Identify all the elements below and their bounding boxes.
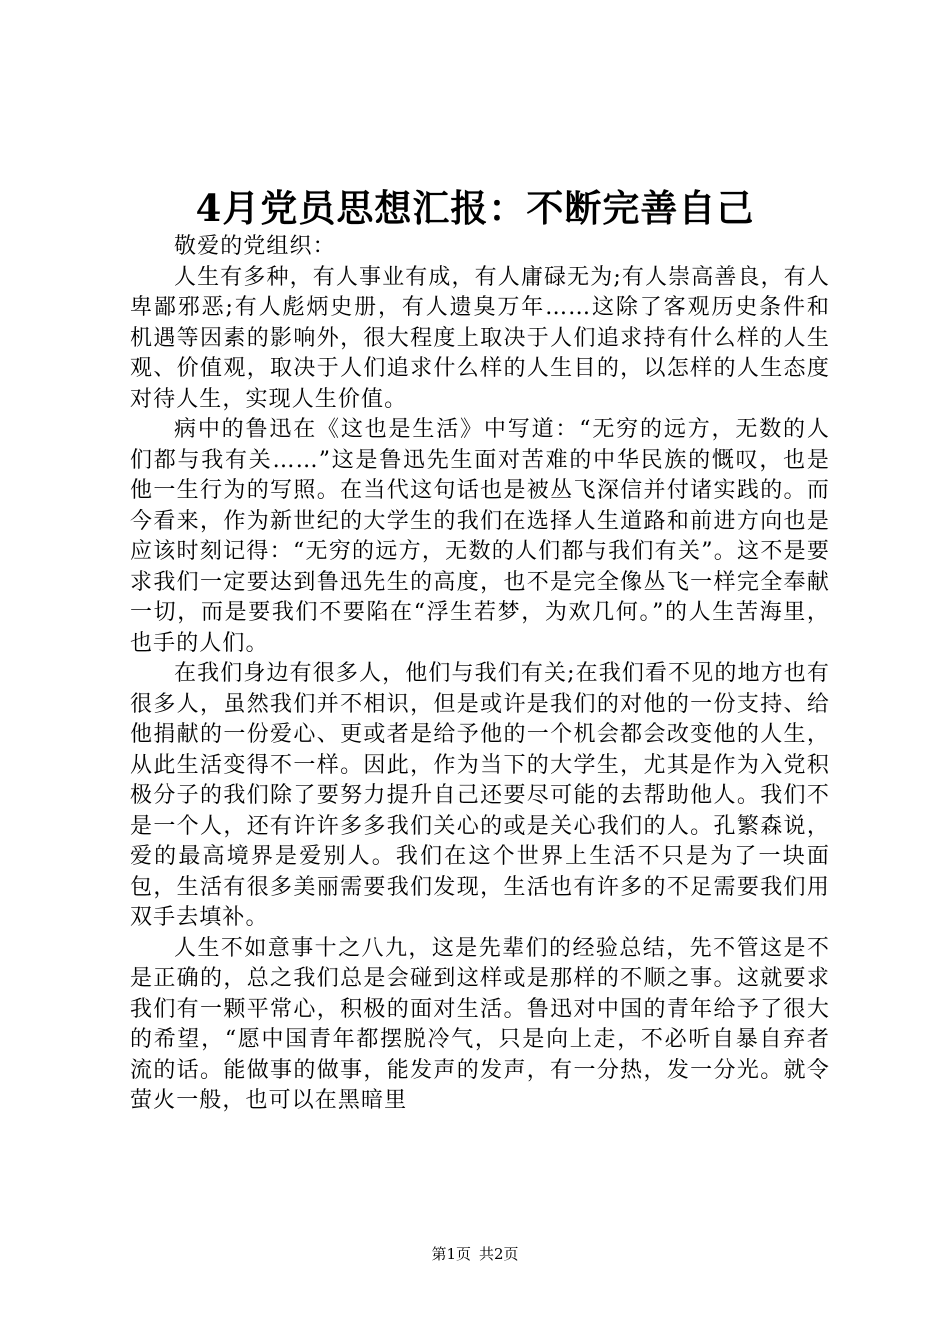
page-total: 共2页 — [479, 1245, 519, 1263]
page-footer — [0, 1244, 950, 1264]
page-number: 第1页 — [431, 1245, 471, 1263]
paragraph: 人生不如意事十之八九，这是先辈们的经验总结，先不管这是不是正确的，总之我们总是会碰到这样或是那样的不顺之事。这就要求我们有一颗平常心，积极的面对生活。鲁迅对中国的青年给予了很大的希望，“愿中国青年都摆脱冷气，只是向上走，不必听自暴自弃者流的话。能做事的做事，能发声的发声，有一分热，发一分光。就令萤火一般，也可以在黑暗里 — [130, 935, 830, 1113]
document-body — [130, 232, 830, 1117]
salutation: 敬爱的党组织： — [174, 234, 336, 259]
paragraph: 病中的鲁迅在《这也是生活》中写道：“无穷的远方，无数的人们都与我有关……”这是鲁迅先生面对苦难的中华民族的慨叹，也是他一生行为的写照。在当代这句话也是被丛飞深信并付诸实践的。而今看来，作为新世纪的大学生的我们在选择人生道路和前进方向也是应该时刻记得：“无穷的远方，无数的人们都与我们有关”。这不是要求我们一定要达到鲁迅先生的高度，也不是完全像丛飞一样完全奉献一切，而是要我们不要陷在“浮生若梦，为欢几何。”的人生苦海里，也手的人们。 — [130, 417, 830, 656]
document-title: 4月党员思想汇报：不断完善自己 — [195, 186, 755, 230]
paragraph: 在我们身边有很多人，他们与我们有关;在我们看不见的地方也有很多人，虽然我们并不相识，但是或许是我们的对他的一份支持、给他捐献的一份爱心、更或者是给予他的一个机会都会改变他的人生，从此生活变得不一样。因此，作为当下的大学生，尤其是作为入党积极分子的我们除了要努力提升自己还要尽可能的去帮助他人。我们不是一个人，还有许许多多我们关心的或是关心我们的人。孔繁森说，爱的最高境界是爱别人。我们在这个世界上生活不只是为了一块面包，生活有很多美丽需要我们发现，生活也有许多的不足需要我们用双手去填补。 — [130, 661, 830, 930]
paragraph: 人生有多种，有人事业有成，有人庸碌无为;有人崇高善良，有人卑鄙邪恶;有人彪炳史册，有人遗臭万年……这除了客观历史条件和机遇等因素的影响外，很大程度上取决于人们追求持有什么样的人生观、价值观，取决于人们追求什么样的人生目的，以怎样的人生态度对待人生，实现人生价值。 — [130, 264, 830, 412]
